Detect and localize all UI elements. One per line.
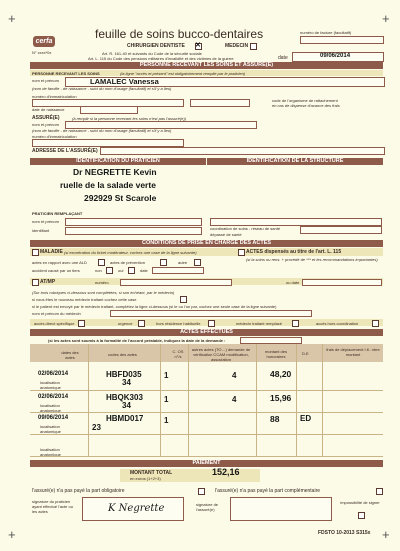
accident-no-label: non xyxy=(95,268,102,273)
form-number: N° xxxx*0x xyxy=(32,50,52,55)
check-mark-icon: ✕ xyxy=(195,42,201,49)
patient-name-hint: (nom de famille - de naissance - suivi du nom d'usage (facultatif) et s'il y a lieu) xyxy=(32,86,172,91)
total-sub-label: en euros (1+2+3) xyxy=(130,476,161,481)
col-divider xyxy=(322,344,323,456)
accident-date-field[interactable] xyxy=(152,267,204,274)
act-code: HBFD035 xyxy=(106,370,142,379)
org-code-field[interactable] xyxy=(190,99,250,107)
practitioner-city: 292929 St Scarole xyxy=(84,193,157,203)
act-date: 09/06/2014 xyxy=(38,415,69,421)
prevention-checkbox[interactable] xyxy=(160,259,167,266)
col-dep-header: D.E xyxy=(302,351,309,356)
direct-access-checkbox[interactable] xyxy=(78,320,85,327)
replacement-name-field[interactable] xyxy=(65,218,202,226)
patient-name-value: LAMALEC Vanessa xyxy=(90,77,159,86)
parcours-new-doctor: si vous êtes le nouveau médecin traitant cochez cette case xyxy=(32,297,137,302)
atmp-date-label: ou date xyxy=(286,280,300,285)
act-code: HBQK303 xyxy=(106,393,143,402)
option-hors-residence: hors résidence habituelle xyxy=(156,321,201,326)
patient-immat-label: numéro d'immatriculation xyxy=(32,94,77,99)
practitioner-signature: K Negrette xyxy=(108,503,165,514)
acts-section-title: ACTES EFFECTUÉS xyxy=(30,329,383,336)
ald-label: actes en rapport avec une ALD xyxy=(32,260,87,265)
col-coeff-header: C. OS n°/s xyxy=(172,349,184,359)
invoice-number-label: numéro de facture (facultatif) xyxy=(300,30,352,35)
col-divider xyxy=(88,344,89,456)
patient-subtitle-note: (la ligne "accès et présent" est obligatoirement remplie par le praticien) xyxy=(120,71,246,76)
patient-subtitle: PERSONNE RECEVANT LES SOINS xyxy=(32,71,100,76)
insured-signature-field[interactable] xyxy=(230,497,332,521)
date-label: date xyxy=(278,55,288,61)
row-divider xyxy=(30,412,383,413)
col-divider xyxy=(256,344,257,456)
accident-yes-checkbox[interactable] xyxy=(128,267,135,274)
other-checkbox[interactable] xyxy=(194,259,201,266)
role-dentist-label: CHIRURGIEN DENTISTE xyxy=(127,43,185,49)
act-extra: 4 xyxy=(232,395,237,404)
option-medecin-remplace: médecin traitant remplacé xyxy=(236,321,283,326)
coordination-label: coordination de soins - réseau de santé xyxy=(210,226,281,231)
act-amount: 48,20 xyxy=(270,369,292,379)
other-label: autre xyxy=(178,260,188,265)
cannot-sign-checkbox[interactable] xyxy=(358,512,365,519)
prevention-label: actes de prévention xyxy=(110,260,145,265)
insured-note: (à remplir si la personne recevant les soins n'est pas l'assuré(e)) xyxy=(72,116,187,121)
parcours-doctor-name: nom et prénom du médecin xyxy=(32,311,81,316)
identifier-label: identifiant xyxy=(32,228,50,233)
total-label: MONTANT TOTAL xyxy=(130,470,173,476)
actes-l115-label: ACTES dispensés au titre de l'art. L. 115 xyxy=(246,249,342,255)
medecin-remplace-checkbox[interactable] xyxy=(292,320,299,327)
act-coeff: 1 xyxy=(164,371,169,380)
insured-address-label: ADRESSE DE L'ASSURÉ(E) xyxy=(32,148,98,154)
actes-l115-note: (si la soins ou rens. + procédé de *** et les recommandations importantes) xyxy=(246,257,378,262)
doctor-checkbox[interactable] xyxy=(250,43,257,50)
act-dep: ED xyxy=(300,414,312,423)
form-title: feuille de soins bucco-dentaires xyxy=(95,27,264,41)
insured-immat-label: numéro d'immatriculation xyxy=(32,134,77,139)
prior-request-date-field[interactable] xyxy=(240,337,302,344)
act-loc: 23 xyxy=(92,423,101,432)
col-divider xyxy=(296,344,297,456)
act-loc: 34 xyxy=(122,401,131,410)
accident-date-label: date xyxy=(140,268,148,273)
registration-mark-icon: + xyxy=(8,527,16,542)
act-coeff: 1 xyxy=(164,395,169,404)
option-hors-coordination: accès hors coordination xyxy=(316,321,359,326)
row-divider xyxy=(30,434,383,435)
act-date: 02/06/2014 xyxy=(38,371,69,377)
act-loc-label: localisation anatomique xyxy=(40,447,61,457)
maladie-note: (si exonération du ticket modérateur, cochez une case de la ligne suivante) xyxy=(64,250,197,255)
parcours-sent-by: si le patient est envoyé par le médecin traitant, complétez la ligne ci-dessous (si le ou l'un par, cochez une seule case de la ligne suivante) xyxy=(32,304,277,309)
cerfa-logo: cerfa xyxy=(33,36,55,47)
act-loc: 34 xyxy=(122,378,131,387)
col-ik-header: frais de déplacement I.K. nbre montant xyxy=(326,347,380,357)
row-divider xyxy=(30,456,383,457)
coordination-field[interactable] xyxy=(300,226,382,234)
practitioner-street: ruelle de la salade verte xyxy=(60,180,156,190)
registration-mark-icon: + xyxy=(382,11,390,26)
atmp-number-field[interactable] xyxy=(120,279,232,286)
unpaid-mandatory-label: l'assuré(e) n'a pas payé la part obligatoire xyxy=(32,488,125,494)
hors-residence-checkbox[interactable] xyxy=(208,320,215,327)
org-code-label: code de l'organisme de rattachement xyxy=(272,98,338,103)
cannot-sign-label: impossibilité de signer xyxy=(340,500,380,505)
atmp-number-label: numéro xyxy=(95,280,109,285)
maladie-label: MALADIE xyxy=(40,249,63,255)
act-loc-label: localisation anatomique xyxy=(40,403,61,413)
practitioner-section-title: IDENTIFICATION DU PRATICIEN xyxy=(30,158,206,165)
referring-doctor-field[interactable] xyxy=(110,310,312,317)
total-value: 152,16 xyxy=(212,467,240,477)
replacement-name-label: nom et prénom xyxy=(32,219,59,224)
unpaid-complementary-checkbox[interactable] xyxy=(376,488,383,495)
patient-section-title: PERSONNE RECEVANT LES SOINS ET ASSURÉ(E) xyxy=(30,62,383,69)
unpaid-mandatory-checkbox[interactable] xyxy=(198,488,205,495)
structure-section-title: IDENTIFICATION DE LA STRUCTURE xyxy=(207,158,383,165)
insured-name-hint: (nom de famille - de naissance - suivi du nom d'usage (facultatif) et s'il y a lieu) xyxy=(32,128,172,133)
practitioner-signature-label: signature du praticien ayant effectué l'acte ou les actes xyxy=(32,499,73,514)
new-doctor-checkbox[interactable] xyxy=(180,296,187,303)
col-divider xyxy=(160,344,161,456)
legal-line-1: Art. R. 161-40 et suivants du Code de la sécurité sociale xyxy=(102,51,202,56)
row-divider xyxy=(30,390,383,391)
registration-mark-icon: + xyxy=(8,11,16,26)
option-urgence: urgence xyxy=(118,321,133,326)
unpaid-complementary-label: l'assuré(e) n'a pas payé la part complémentaire xyxy=(215,488,321,494)
replacement-label: PRATICIEN REMPLAÇANT xyxy=(32,211,83,216)
invoice-number-field[interactable] xyxy=(300,36,384,44)
insured-signature-label: signature de l'assuré(e) xyxy=(196,502,219,512)
practitioner-name: Dr NEGRETTE Kevin xyxy=(73,167,157,177)
identifier-field[interactable] xyxy=(65,227,202,235)
col-other-header: autres actes (TO…) demande de vérification CCAM modification, association xyxy=(191,347,251,362)
insured-name-label: nom et prénom xyxy=(32,122,59,127)
option-direct-access: accès direct spécifique xyxy=(34,321,75,326)
patient-name-label: nom et prénom xyxy=(32,78,59,83)
act-coeff: 1 xyxy=(164,416,169,425)
ald-checkbox[interactable] xyxy=(98,259,105,266)
col-divider xyxy=(188,344,189,456)
act-code: HBMD017 xyxy=(106,414,144,423)
insured-label: ASSURÉ(E) xyxy=(32,115,60,121)
col-date-header: dates des actes xyxy=(61,350,79,360)
structure-coord-label: dépassé de santé xyxy=(210,232,242,237)
col-amount-header: montant des honoraires xyxy=(264,349,287,359)
act-extra: 4 xyxy=(232,371,237,380)
structure-id-field[interactable] xyxy=(210,218,382,226)
acts-instruction: (si les actes sont soumis à la formalité de l'accord préalable, indiquez la date de la demande : xyxy=(48,338,226,343)
form-reference: FDSTO 10-2013 S315x xyxy=(318,530,371,536)
act-amount: 88 xyxy=(270,414,280,424)
urgence-checkbox[interactable] xyxy=(138,320,145,327)
legal-line-2: Art. L. 115 du Code des pensions militaires d'invalidité et des victimes de la guerre xyxy=(88,56,234,61)
insured-address-field[interactable] xyxy=(100,147,385,155)
conditions-section-title: CONDITIONS DE PRISE EN CHARGE DES ACTES xyxy=(30,240,383,247)
birth-date-label: date de naissance xyxy=(32,107,65,112)
accident-yes-label: oui xyxy=(118,268,124,273)
act-loc-label: localisation anatomique xyxy=(40,424,61,434)
registration-mark-icon: + xyxy=(382,527,390,542)
birth-date-field[interactable] xyxy=(80,106,138,114)
hors-coordination-checkbox[interactable] xyxy=(372,320,379,327)
parcours-note: (Sur trois rubriques ci-dessous sont complétées, si son échéant, par le médecin) xyxy=(32,290,175,295)
org-code-hint: en cas de dispense d'avance des frais xyxy=(272,103,340,108)
act-loc-label: localisation anatomique xyxy=(40,380,61,390)
maladie-checkbox[interactable] xyxy=(32,249,39,256)
atmp-date-field[interactable] xyxy=(302,279,382,286)
act-amount: 15,96 xyxy=(270,393,292,403)
act-date: 02/06/2014 xyxy=(38,394,69,400)
col-code-header: codes des actes xyxy=(108,352,137,357)
date-value: 09/06/2014 xyxy=(320,53,351,59)
role-doctor-label: MEDECIN xyxy=(225,43,249,49)
atmp-checkbox[interactable] xyxy=(32,279,39,286)
accident-label: accident causé par un tiers xyxy=(32,268,80,273)
atmp-label: AT/MP xyxy=(40,279,56,285)
actes-l115-checkbox[interactable] xyxy=(238,249,245,256)
insured-immat-field[interactable] xyxy=(32,139,184,147)
accident-no-checkbox[interactable] xyxy=(106,267,113,274)
payment-section-title: PAIEMENT xyxy=(30,460,383,467)
